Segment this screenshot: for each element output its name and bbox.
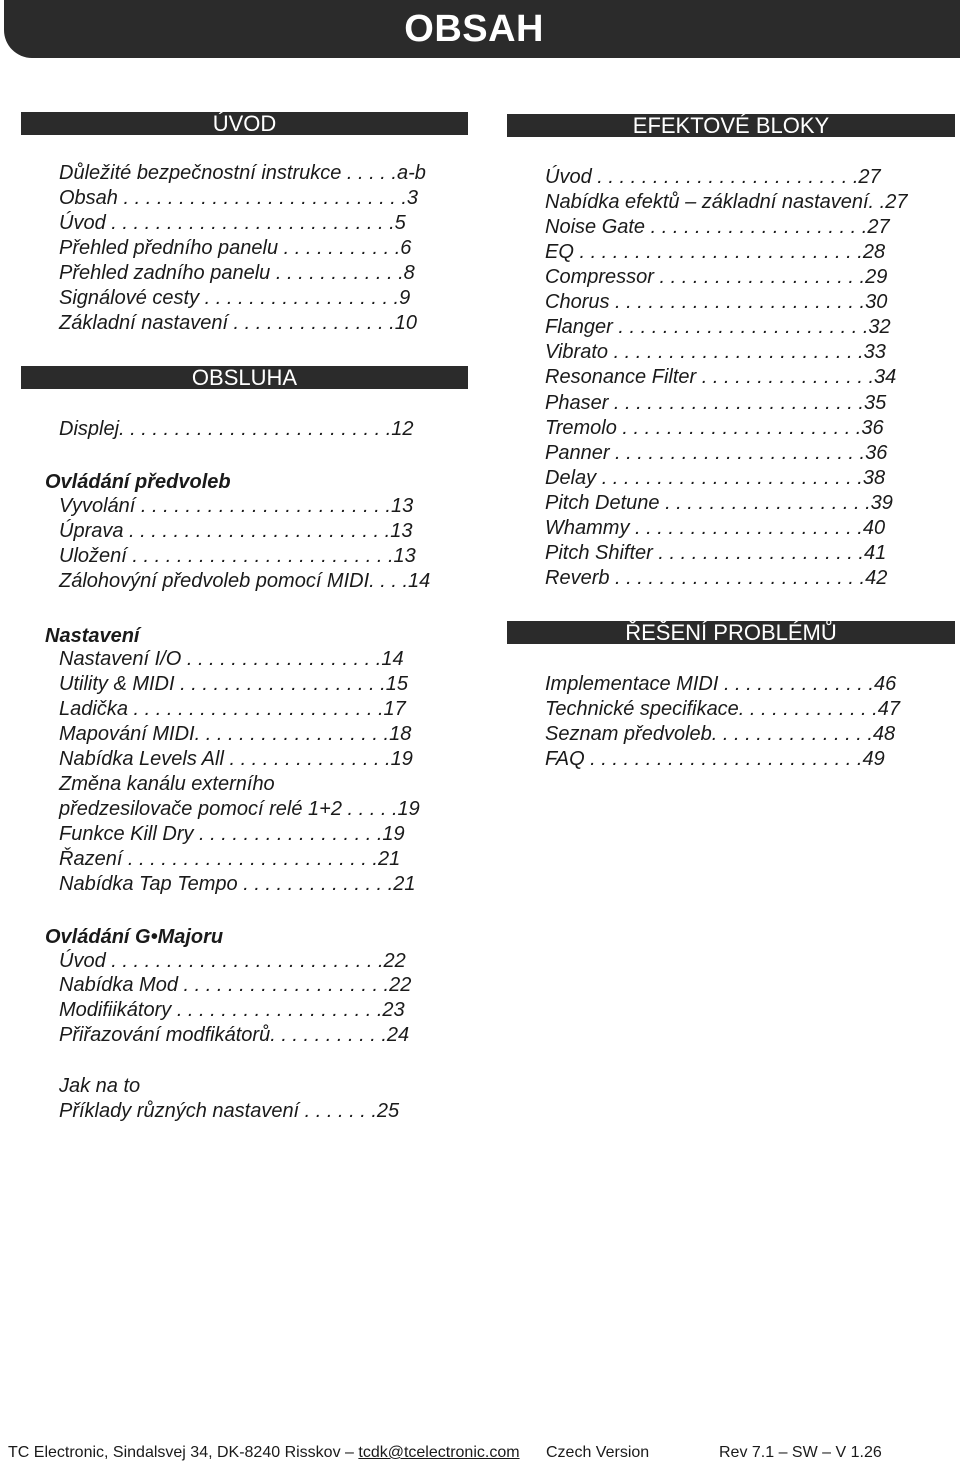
toc-item[interactable]: Přehled předního panelu . . . . . . . . . . .6: [59, 237, 412, 259]
toc-item[interactable]: Utility & MIDI . . . . . . . . . . . . . . . . . . .15: [59, 673, 408, 695]
toc-item[interactable]: Seznam předvoleb. . . . . . . . . . . . . . .48: [545, 723, 896, 745]
footer-version: Czech Version: [546, 1444, 650, 1461]
toc-item[interactable]: Zálohovýní předvoleb pomocí MIDI. . . .14: [59, 570, 431, 592]
toc-item[interactable]: Delay . . . . . . . . . . . . . . . . . . . . . . . .38: [545, 467, 886, 489]
toc-item[interactable]: Reverb . . . . . . . . . . . . . . . . . . . . . . .42: [545, 567, 888, 589]
group-heading-nastaveni: Nastavení: [45, 625, 140, 647]
header-bar: [4, 0, 960, 58]
toc-item[interactable]: Ladička . . . . . . . . . . . . . . . . . . . . . . .17: [59, 698, 406, 720]
toc-item[interactable]: Vyvolání . . . . . . . . . . . . . . . . . . . . . . .13: [59, 495, 414, 517]
toc-item[interactable]: Pitch Detune . . . . . . . . . . . . . . . . . . .39: [545, 492, 893, 514]
group-heading-predvolby: Ovládání předvoleb: [45, 471, 231, 493]
toc-item[interactable]: FAQ . . . . . . . . . . . . . . . . . . . . . . . . .49: [545, 748, 885, 770]
toc-item[interactable]: Nabídka Tap Tempo . . . . . . . . . . . . . .21: [59, 873, 416, 895]
section-obsluha: OBSLUHA: [21, 366, 468, 389]
toc-item[interactable]: Resonance Filter . . . . . . . . . . . . . . . .34: [545, 366, 897, 388]
toc-item[interactable]: Nabídka efektů – základní nastavení. .27: [545, 191, 908, 213]
toc-item[interactable]: Uložení . . . . . . . . . . . . . . . . . . . . . . . .13: [59, 545, 416, 567]
toc-item[interactable]: Nabídka Levels All . . . . . . . . . . . . . . .19: [59, 748, 413, 770]
toc-item[interactable]: Úvod . . . . . . . . . . . . . . . . . . . . . . . . .22: [59, 950, 406, 972]
footer-address: [8, 1444, 520, 1462]
toc-item[interactable]: Vibrato . . . . . . . . . . . . . . . . . . . . . . .33: [545, 341, 886, 363]
toc-item[interactable]: Funkce Kill Dry . . . . . . . . . . . . . . . . .19: [59, 823, 405, 845]
section-efektove-bloky: EFEKTOVÉ BLOKY: [507, 114, 955, 137]
toc-item[interactable]: Nabídka Mod . . . . . . . . . . . . . . . . . . .22: [59, 974, 412, 996]
page-title: OBSAH: [404, 8, 544, 50]
toc-item[interactable]: Panner . . . . . . . . . . . . . . . . . . . . . . .36: [545, 442, 888, 464]
toc-item[interactable]: Přehled zadního panelu . . . . . . . . . . . .8: [59, 262, 415, 284]
toc-item[interactable]: Whammy . . . . . . . . . . . . . . . . . . . . .40: [545, 517, 886, 539]
toc-item[interactable]: Chorus . . . . . . . . . . . . . . . . . . . . . . .30: [545, 291, 888, 313]
toc-item[interactable]: EQ . . . . . . . . . . . . . . . . . . . . . . . . . .28: [545, 241, 886, 263]
toc-item[interactable]: Noise Gate . . . . . . . . . . . . . . . . . . . .27: [545, 216, 890, 238]
section-reseni-problemu: ŘEŠENÍ PROBLÉMŮ: [507, 621, 955, 644]
toc-item[interactable]: Phaser . . . . . . . . . . . . . . . . . . . . . . .35: [545, 392, 887, 414]
footer-revision: Rev 7.1 – SW – V 1.26: [719, 1444, 882, 1461]
section-uvod: ÚVOD: [21, 112, 468, 135]
toc-item[interactable]: Důležité bezpečnostní instrukce . . . . .a-b: [59, 162, 426, 184]
toc-item-displej[interactable]: Displej. . . . . . . . . . . . . . . . . . . . . . . . .12: [59, 418, 414, 440]
toc-item[interactable]: Mapování MIDI. . . . . . . . . . . . . . . . . .18: [59, 723, 412, 745]
toc-item[interactable]: Úvod . . . . . . . . . . . . . . . . . . . . . . . . . .5: [59, 212, 406, 234]
toc-item[interactable]: Flanger . . . . . . . . . . . . . . . . . . . . . . .32: [545, 316, 891, 338]
toc-item[interactable]: Přiřazování modfikátorů. . . . . . . . . . .24: [59, 1024, 410, 1046]
toc-item[interactable]: Řazení . . . . . . . . . . . . . . . . . . . . . . .21: [59, 848, 401, 870]
toc-item[interactable]: Pitch Shifter . . . . . . . . . . . . . . . . . . .41: [545, 542, 887, 564]
group-heading-jak-na-to: Jak na to: [59, 1075, 141, 1097]
toc-item[interactable]: Úprava . . . . . . . . . . . . . . . . . . . . . . . .13: [59, 520, 413, 542]
footer-email-link[interactable]: tcdk@tcelectronic.com: [358, 1444, 520, 1461]
toc-item[interactable]: Modifiikátory . . . . . . . . . . . . . . . . . . .23: [59, 999, 405, 1021]
toc-item[interactable]: Signálové cesty . . . . . . . . . . . . . . . . . .9: [59, 287, 411, 309]
toc-item[interactable]: Compressor . . . . . . . . . . . . . . . . . . .29: [545, 266, 888, 288]
toc-item[interactable]: Technické specifikace. . . . . . . . . . . . .47: [545, 698, 900, 720]
toc-item[interactable]: Základní nastavení . . . . . . . . . . . . . . .10: [59, 312, 417, 334]
toc-item[interactable]: předzesilovače pomocí relé 1+2 . . . . .19: [59, 798, 420, 820]
toc-item[interactable]: Nastavení I/O . . . . . . . . . . . . . . . . . .14: [59, 648, 404, 670]
toc-item[interactable]: Úvod . . . . . . . . . . . . . . . . . . . . . . . .27: [545, 166, 881, 188]
footer-address-text: TC Electronic, Sindalsvej 34, DK-8240 Risskov –: [8, 1444, 354, 1461]
toc-item[interactable]: Tremolo . . . . . . . . . . . . . . . . . . . . . .36: [545, 417, 884, 439]
group-heading-gmajor: Ovládání G•Majoru: [45, 926, 224, 948]
toc-item[interactable]: Příklady různých nastavení . . . . . . .25: [59, 1100, 400, 1122]
toc-item[interactable]: Implementace MIDI . . . . . . . . . . . . . .46: [545, 673, 897, 695]
toc-item[interactable]: Změna kanálu externího: [59, 773, 275, 795]
toc-item[interactable]: Obsah . . . . . . . . . . . . . . . . . . . . . . . . . .3: [59, 187, 418, 209]
